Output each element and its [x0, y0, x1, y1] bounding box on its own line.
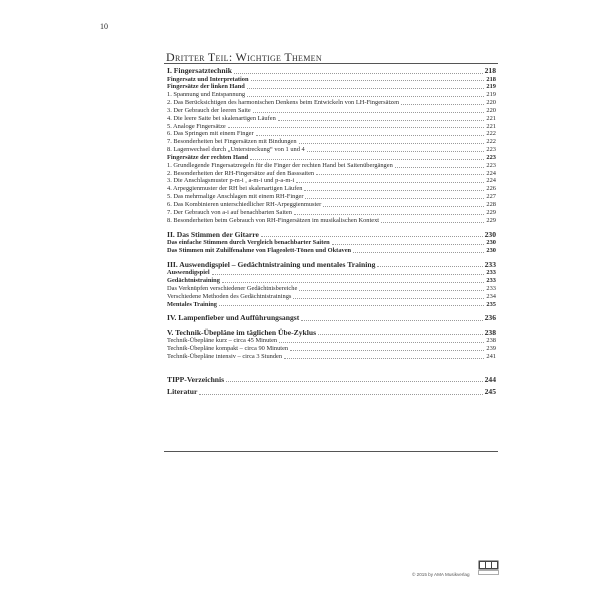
toc-entry-page: 230: [486, 246, 496, 254]
toc-entry: [167, 91, 496, 99]
toc-entry-page: 245: [484, 387, 496, 397]
toc-entry-page: 223: [486, 161, 496, 169]
toc-leader-dots: [304, 190, 484, 191]
toc-leader-dots: [226, 381, 483, 382]
toc-entry-title: Fingersatz und Interpretation: [167, 75, 249, 83]
toc-entry-page: 238: [484, 327, 496, 337]
toc-entry: [167, 313, 496, 323]
toc-entry-title: Literatur: [167, 387, 198, 397]
toc-entry-title: Verschiedene Methoden des Gedächtnistrainings: [167, 292, 292, 300]
toc-entry: [167, 138, 496, 146]
toc-leader-dots: [323, 206, 484, 207]
toc-entry-title: 8. Lagenwechsel durch „Unterstreckung“ von 1 und 4: [167, 146, 305, 154]
toc-entry-title: Fingersätze der rechten Hand: [167, 153, 249, 161]
toc-leader-dots: [301, 320, 482, 321]
toc-entry-title: Auswendigspiel: [167, 269, 210, 277]
toc-entry: [167, 387, 496, 397]
toc-leader-dots: [299, 290, 484, 291]
toc-leader-dots: [247, 96, 484, 97]
toc-entry-title: TIPP-Verzeichnis: [167, 374, 225, 384]
toc-entry-title: Technik-Übepläne intensiv – circa 3 Stunden: [167, 353, 283, 361]
toc-leader-dots: [401, 104, 484, 105]
toc-entry: [167, 269, 496, 277]
toc-leader-dots: [307, 151, 485, 152]
toc-entry-title: 8. Besonderheiten beim Gebrauch von RH-Fingersätzen im musikalischen Kontext: [167, 216, 380, 224]
toc-entry: [167, 107, 496, 115]
toc-entry: [167, 146, 496, 154]
toc-entry-page: 239: [486, 345, 496, 353]
toc-entry-page: 234: [486, 292, 496, 300]
toc-leader-dots: [278, 120, 485, 121]
toc-entry: [167, 193, 496, 201]
toc-leader-dots: [381, 222, 484, 223]
toc-entry-title: Fingersätze der linken Hand: [167, 83, 245, 91]
toc-entry-page: 230: [484, 229, 496, 239]
table-of-contents: [167, 66, 496, 397]
page-number: 10: [100, 22, 108, 31]
toc-entry-page: 233: [486, 269, 496, 277]
toc-entry: [167, 239, 496, 247]
toc-entry-page: 220: [486, 99, 496, 107]
toc-entry-title: 6. Das Kombinieren unterschiedlicher RH-Arpeggienmuster: [167, 201, 322, 208]
toc-entry-title: 7. Besonderheiten bei Fingersätzen mit Bindungen: [167, 138, 297, 146]
toc-entry: [167, 293, 496, 301]
toc-entry-page: 238: [486, 337, 496, 345]
toc-leader-dots: [290, 350, 484, 351]
toc-entry: [167, 285, 496, 293]
toc-leader-dots: [234, 73, 483, 74]
toc-entry-title: V. Technik-Übepläne im täglichen Übe-Zyklus: [167, 327, 317, 337]
toc-entry-title: 5. Das mehrmalige Anschlagen mit einem RH-Finger: [167, 193, 304, 201]
toc-entry-page: 221: [486, 114, 496, 122]
toc-entry: [167, 66, 496, 76]
toc-leader-dots: [251, 80, 485, 81]
toc-entry-title: Das einfache Stimmen durch Vergleich benachbarter Saiten: [167, 239, 330, 247]
toc-entry-page: 223: [486, 146, 496, 154]
ama-logo-icon: [478, 560, 499, 575]
toc-entry-title: 1. Spannung und Entspannung: [167, 91, 246, 99]
toc-leader-dots: [318, 334, 483, 335]
toc-entry: [167, 83, 496, 91]
toc-entry-page: 236: [484, 313, 496, 323]
toc-entry-page: 230: [486, 239, 496, 247]
toc-entry-title: 2. Besonderheiten der RH-Fingersätze auf den Basssaiten: [167, 169, 315, 177]
toc-entry-title: 4. Die leere Saite bei skalenartigen Läufen: [167, 114, 276, 122]
toc-entry-page: 222: [486, 130, 496, 138]
toc-leader-dots: [253, 112, 485, 113]
toc-entry: [167, 337, 496, 345]
toc-entry-page: 229: [486, 216, 496, 224]
toc-entry-title: II. Das Stimmen der Gitarre: [167, 229, 259, 239]
toc-entry-title: Mentales Training: [167, 300, 218, 308]
toc-entry: [167, 115, 496, 123]
toc-leader-dots: [305, 198, 484, 199]
toc-entry-page: 233: [486, 284, 496, 292]
toc-entry: [167, 99, 496, 107]
toc-entry: [167, 328, 496, 338]
toc-entry: [167, 230, 496, 240]
toc-leader-dots: [256, 135, 485, 136]
toc-leader-dots: [377, 266, 482, 267]
toc-leader-dots: [199, 394, 482, 395]
toc-entry-title: 3. Die Anschlagsmuster p-m-i , a-m-i und p-a-m-i: [167, 177, 295, 185]
toc-entry-title: 4. Arpeggienmuster der RH bei skalenartigen Läufen: [167, 185, 303, 193]
toc-leader-dots: [219, 305, 484, 306]
toc-entry-page: 219: [486, 91, 496, 99]
toc-entry-page: 223: [486, 153, 496, 161]
toc-entry-title: 7. Der Gebrauch von a-i auf benachbarten Saiten: [167, 208, 292, 216]
toc-entry-page: 244: [484, 374, 496, 384]
toc-entry-page: 227: [486, 193, 496, 201]
toc-leader-dots: [296, 182, 484, 183]
toc-entry: [167, 375, 496, 385]
toc-entry: [167, 301, 496, 309]
toc-entry: [167, 247, 496, 255]
toc-leader-dots: [316, 174, 484, 175]
toc-entry-title: Das Stimmen mit Zuhilfenahme von Flageolett-Tönen und Oktaven: [167, 246, 352, 254]
toc-entry-page: 221: [486, 122, 496, 130]
toc-leader-dots: [395, 167, 485, 168]
toc-entry: [167, 345, 496, 353]
toc-entry: [167, 277, 496, 285]
toc-entry: [167, 123, 496, 131]
toc-entry: [167, 130, 496, 138]
toc-entry-page: 235: [486, 300, 496, 308]
toc-entry-page: 220: [486, 106, 496, 114]
toc-entry-page: 241: [486, 353, 496, 361]
toc-entry: [167, 177, 496, 185]
toc-leader-dots: [299, 143, 485, 144]
toc-entry: [167, 154, 496, 162]
toc-leader-dots: [353, 252, 484, 253]
toc-entry-page: 228: [486, 201, 496, 208]
toc-leader-dots: [250, 159, 484, 160]
toc-entry-title: 6. Das Springen mit einem Finger: [167, 130, 254, 138]
toc-leader-dots: [279, 342, 484, 343]
toc-entry-page: 224: [486, 169, 496, 177]
toc-entry-page: 218: [486, 75, 496, 83]
toc-leader-dots: [294, 214, 484, 215]
toc-entry: [167, 185, 496, 193]
toc-entry: [167, 260, 496, 270]
toc-leader-dots: [228, 127, 485, 128]
toc-entry-title: 5. Analoge Fingersätze: [167, 122, 226, 130]
toc-entry-title: Technik-Übepläne kompakt – circa 90 Minuten: [167, 345, 289, 353]
toc-entry-title: 2. Das Berücksichtigen des harmonischen Denkens beim Entwickeln von LH-Fingersätzen: [167, 99, 400, 107]
toc-entry: [167, 76, 496, 84]
toc-leader-dots: [247, 88, 485, 89]
toc-entry-title: III. Auswendigspiel – Gedächtnistraining und mentales Training: [167, 259, 376, 269]
toc-leader-dots: [222, 282, 484, 283]
toc-leader-dots: [332, 244, 485, 245]
copyright-footer: © 2015 by AMA Musikverlag: [412, 572, 470, 577]
toc-entry-page: 229: [486, 208, 496, 216]
toc-entry-page: 219: [486, 83, 496, 91]
toc-entry: [167, 209, 496, 217]
part-title: Dritter Teil: Wichtige Themen: [166, 50, 322, 64]
toc-entry: [167, 217, 496, 225]
toc-leader-dots: [261, 236, 483, 237]
toc-entry-page: 233: [486, 277, 496, 285]
toc-entry-title: 1. Grundlegende Fingersatzregeln für die Finger der rechten Hand bei Saitenübergängen: [167, 161, 393, 169]
toc-entry-page: 222: [486, 138, 496, 146]
toc-entry: [167, 353, 496, 361]
toc-entry-title: IV. Lampenfieber und Aufführungsangst: [167, 313, 300, 323]
toc-entry: [167, 201, 496, 209]
toc-entry: [167, 162, 496, 170]
toc-entry-title: Gedächtnistraining: [167, 277, 220, 285]
toc-leader-dots: [293, 298, 484, 299]
toc-leader-dots: [212, 274, 485, 275]
toc-entry-title: I. Fingersatztechnik: [167, 66, 232, 75]
toc-entry: [167, 170, 496, 178]
toc-entry-page: 224: [486, 177, 496, 185]
toc-entry-page: 218: [484, 66, 496, 75]
toc-entry-title: 3. Der Gebrauch der leeren Saite: [167, 106, 251, 114]
toc-entry-title: Das Verknüpfen verschiedener Gedächtnisbereiche: [167, 284, 298, 292]
toc-entry-title: Technik-Übepläne kurz – circa 45 Minuten: [167, 337, 278, 345]
toc-entry-page: 233: [484, 259, 496, 269]
toc-entry-page: 226: [486, 185, 496, 193]
toc-leader-dots: [284, 358, 484, 359]
